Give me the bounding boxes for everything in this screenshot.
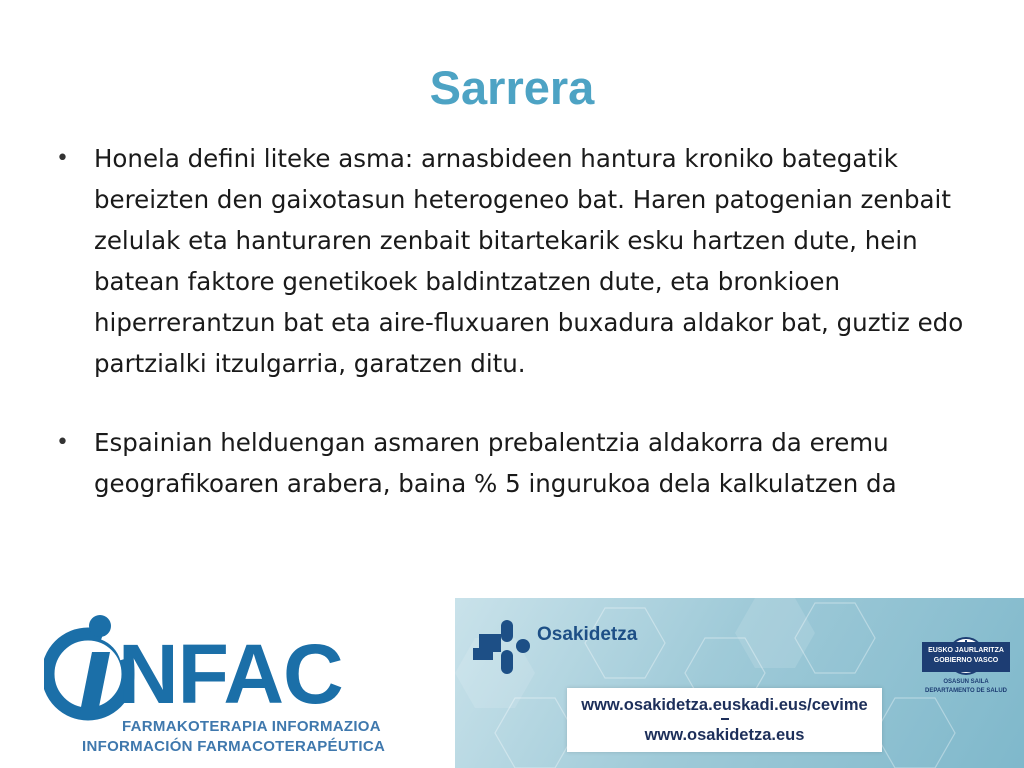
url-box: [567, 688, 882, 752]
slide-title: Sarrera: [429, 61, 595, 114]
osakidetza-url-link[interactable]: www.osakidetza.eus: [644, 726, 805, 744]
bullet-text: Espainian helduengan asmaren prebalentzia aldakorra da eremu geografikoaren arabera, baina % 5 ingurukoa dela kalkulatzen da: [94, 428, 897, 498]
osakidetza-wordmark: Osakidetza: [537, 624, 638, 645]
cevime-url-link[interactable]: www.osakidetza.euskadi.eus/cevime: [581, 696, 868, 714]
infac-subtitle-spanish: INFORMACIÓN FARMACOTERAPÉUTICA: [82, 738, 386, 755]
government-name-basque: EUSKO JAURLARITZA: [928, 647, 1004, 654]
osakidetza-panel: [455, 598, 1024, 768]
bullet-item: [56, 138, 966, 384]
department-spanish: DEPARTAMENTO DE SALUD: [924, 688, 1007, 694]
url-separator: [721, 718, 729, 720]
bullet-dot-icon: •: [56, 430, 69, 455]
bullet-dot-icon: •: [56, 146, 69, 171]
department-label: [918, 678, 1014, 696]
infac-panel: [0, 598, 455, 768]
government-label: [922, 642, 1010, 672]
footer-band: [0, 598, 1024, 768]
infac-wordmark: NFAC: [118, 627, 343, 721]
department-basque: OSASUN SAILA: [943, 679, 989, 685]
bullet-list: [56, 138, 966, 542]
infac-subtitle-basque: FARMAKOTERAPIA INFORMAZIOA: [122, 718, 381, 735]
government-name-spanish: GOBIERNO VASCO: [933, 657, 999, 664]
bullet-text: Honela defini liteke asma: arnasbideen hantura kroniko bategatik bereizten den gaixotasun heterogeneo bat. Haren patogenian zenbait zelulak eta hanturaren zenbait bitartekarik esku hartzen dute, hein batean faktore genetikoek baldintzatzen dute, eta bronkioen hiperrerantzun bat eta aire-fluxuaren buxadura aldakor bat, guztiz edo partzialki itzulgarria, garatzen ditu.: [94, 144, 964, 378]
bullet-item: [56, 422, 966, 504]
osakidetza-cross-icon: [471, 618, 531, 680]
